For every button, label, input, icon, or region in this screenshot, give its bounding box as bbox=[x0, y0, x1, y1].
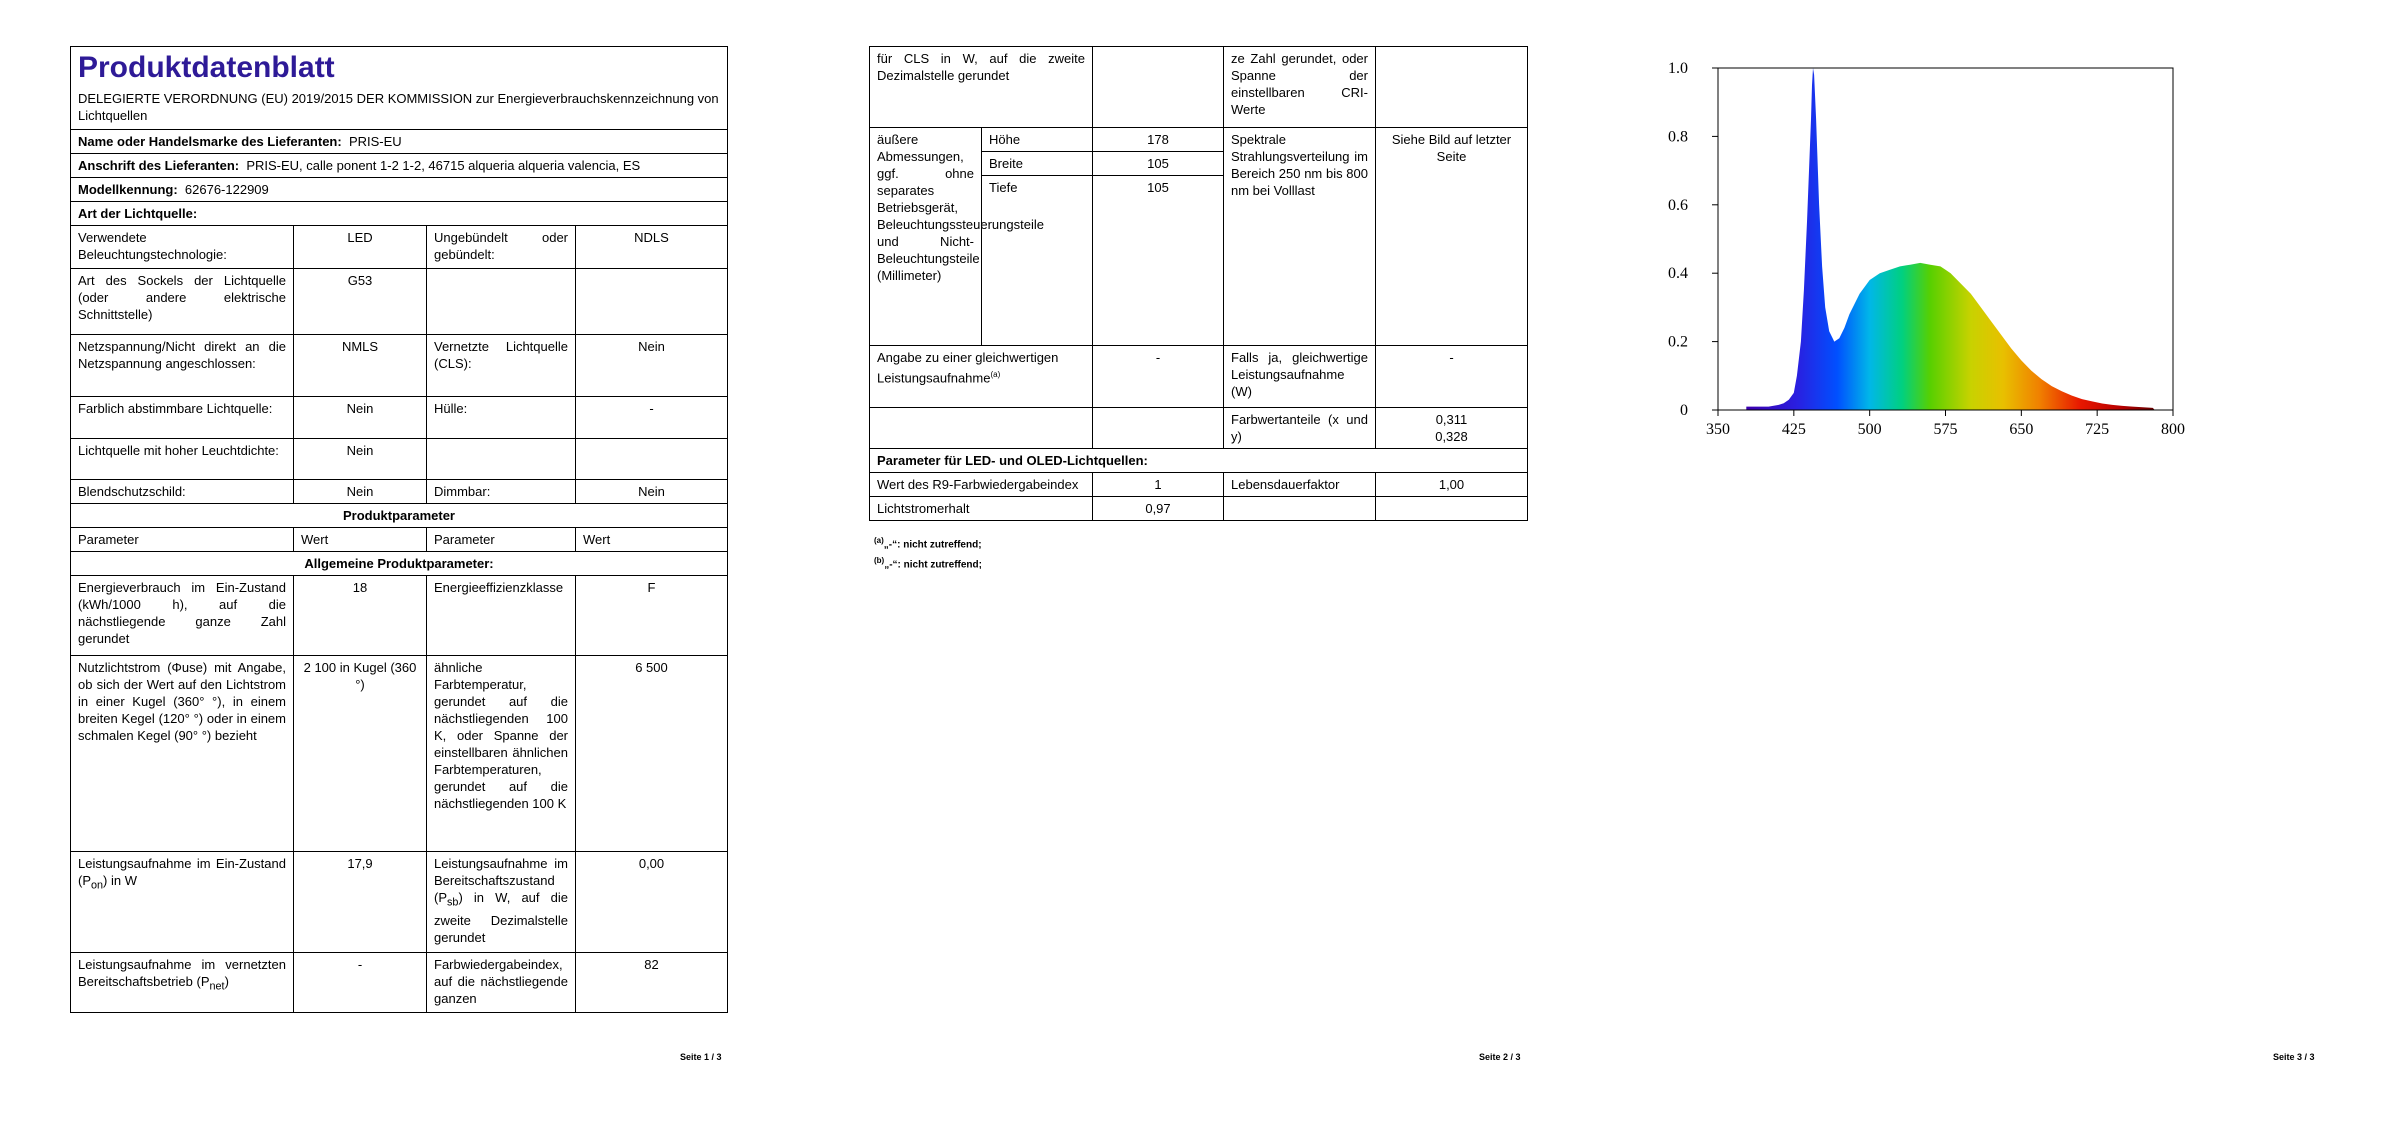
height-label: Höhe bbox=[982, 128, 1093, 152]
depth-label: Tiefe bbox=[982, 176, 1093, 346]
general-params-header: Allgemeine Produktparameter: bbox=[71, 552, 728, 576]
page-2 bbox=[794, 0, 1588, 1123]
flux-value: 2 100 in Kugel (360 °) bbox=[294, 656, 427, 852]
x-tick-label: 800 bbox=[2161, 421, 2185, 438]
y-tick-label: 0.2 bbox=[1668, 333, 1688, 351]
cri-label-continued: ze Zahl gerundet, oder Spanne der einstellbaren CRI-Werte bbox=[1224, 47, 1376, 128]
socket-value: G53 bbox=[294, 269, 427, 335]
equiv-label: Angabe zu einer gleichwertigen Leistungsaufnahme$^{(a)}$ bbox=[870, 346, 1093, 408]
mains-label: Netzspannung/Nicht direkt an die Netzspannung angeschlossen: bbox=[71, 335, 294, 397]
empty-cell bbox=[1093, 47, 1224, 128]
spd-label: Spektrale Strahlungsverteilung im Bereich 250 nm bis 800 nm bei Volllast bbox=[1224, 128, 1376, 346]
col-param-header: Parameter bbox=[427, 528, 576, 552]
x-tick-label: 650 bbox=[2009, 421, 2034, 438]
tech-value: LED bbox=[294, 226, 427, 269]
x-tick-label: 350 bbox=[1706, 421, 1730, 438]
tunable-label: Farblich abstimmbare Lichtquelle: bbox=[71, 397, 294, 439]
page-title: Produktdatenblatt bbox=[78, 51, 335, 84]
eff-class-label: Energieeffizienzklasse bbox=[427, 576, 576, 656]
survival-label: Lebensdauerfaktor bbox=[1224, 473, 1376, 497]
r9-value: 1 bbox=[1093, 473, 1224, 497]
model-row: Modellkennung: 62676-122909 bbox=[71, 178, 728, 202]
dimmable-label: Dimmbar: bbox=[427, 480, 576, 504]
empty-cell bbox=[870, 408, 1093, 449]
survival-value: 1,00 bbox=[1376, 473, 1528, 497]
product-params-header: Produktparameter bbox=[71, 504, 728, 528]
led-params-header: Parameter für LED- und OLED-Lichtquellen: bbox=[870, 449, 1528, 473]
col-param-header: Parameter bbox=[71, 528, 294, 552]
glare-value: Nein bbox=[294, 480, 427, 504]
cri-value: 82 bbox=[576, 953, 728, 1013]
page-1 bbox=[0, 0, 794, 1123]
light-source-type-header: Art der Lichtquelle: bbox=[71, 202, 728, 226]
mains-value: NMLS bbox=[294, 335, 427, 397]
flux-label: Nutzlichtstrom (Φuse) mit Angabe, ob sich der Wert auf den Lichtstrom in einer Kugel (360° °), in einem breiten Kegel (120° °) oder in einem schmalen Kegel (90° °) bezieht bbox=[71, 656, 294, 852]
x-tick-label: 425 bbox=[1781, 421, 1806, 438]
r9-label: Wert des R9-Farbwiedergabeindex bbox=[870, 473, 1093, 497]
page-number: Seite 2 / 3 bbox=[1479, 1052, 1521, 1062]
bundled-label: Ungebündelt oder gebündelt: bbox=[427, 226, 576, 269]
psb-value: 0,00 bbox=[576, 852, 728, 953]
footnote-b: $^{(b)}$„-“: nicht zutreffend; bbox=[874, 556, 982, 571]
supplier-name-row: Name oder Handelsmarke des Lieferanten: PRIS-EU bbox=[71, 130, 728, 154]
x-tick-label: 500 bbox=[1857, 421, 1882, 438]
page-number: Seite 1 / 3 bbox=[680, 1052, 722, 1062]
supplier-name: PRIS-EU bbox=[348, 134, 402, 149]
model-id: 62676-122909 bbox=[184, 182, 269, 197]
psb-label: Leistungsaufnahme im Bereitschaftszustand $(P_{sb})$ in W, auf die zweite Dezimalstelle gerundet bbox=[427, 852, 576, 953]
pnet-value: - bbox=[294, 953, 427, 1013]
page-3 bbox=[1588, 0, 2382, 1123]
envelope-label: Hülle: bbox=[427, 397, 576, 439]
product-datasheet-table-continued bbox=[869, 46, 1528, 521]
width-value: 105 bbox=[1093, 152, 1224, 176]
spectrum-area bbox=[1746, 68, 2155, 410]
hld-label: Lichtquelle mit hoher Leuchtdichte: bbox=[71, 439, 294, 480]
pon-value: 17,9 bbox=[294, 852, 427, 953]
x-tick-label: 725 bbox=[2085, 421, 2110, 438]
supplier-address-row: Anschrift des Lieferanten: PRIS-EU, calle ponent 1-2 1-2, 46715 alqueria alqueria valencia, ES bbox=[71, 154, 728, 178]
dimensions-label: äußere Abmessungen, ggf. ohne separates Betriebsgerät, Beleuchtungssteuerungsteile und Nicht-Beleuchtungsteile (Millimeter) bbox=[870, 128, 982, 346]
page-number: Seite 3 / 3 bbox=[2273, 1052, 2315, 1062]
equiv-power-label: Falls ja, gleichwertige Leistungsaufnahme (W) bbox=[1224, 346, 1376, 408]
regulation-text: DELEGIERTE VERORDNUNG (EU) 2019/2015 DER KOMMISSION zur Energieverbrauchskennzeichnung von Lichtquellen bbox=[78, 91, 719, 123]
pon-label: Leistungsaufnahme im Ein-Zustand $(P_{on})$ in W bbox=[71, 852, 294, 953]
energy-label: Energieverbrauch im Ein-Zustand (kWh/1000 h), auf die nächstliegende ganze Zahl gerundet bbox=[71, 576, 294, 656]
cls-value: Nein bbox=[576, 335, 728, 397]
empty-cell bbox=[1376, 47, 1528, 128]
equiv-value: - bbox=[1093, 346, 1224, 408]
empty-cell bbox=[576, 439, 728, 480]
empty-cell bbox=[576, 269, 728, 335]
lumen-maint-value: 0,97 bbox=[1093, 497, 1224, 521]
chroma-label: Farbwertanteile (x und y) bbox=[1224, 408, 1376, 449]
depth-value: 105 bbox=[1093, 176, 1224, 346]
width-label: Breite bbox=[982, 152, 1093, 176]
x-tick-label: 575 bbox=[1933, 421, 1958, 438]
equiv-power-value: - bbox=[1376, 346, 1528, 408]
empty-cell bbox=[427, 439, 576, 480]
bundled-value: NDLS bbox=[576, 226, 728, 269]
spd-value: Siehe Bild auf letzter Seite bbox=[1376, 128, 1528, 346]
socket-label: Art des Sockels der Lichtquelle (oder andere elektrische Schnittstelle) bbox=[71, 269, 294, 335]
energy-value: 18 bbox=[294, 576, 427, 656]
y-tick-label: 1.0 bbox=[1668, 60, 1688, 77]
cct-label: ähnliche Farbtemperatur, gerundet auf die nächstliegenden 100 K, oder Spanne der einstellbaren ähnlichen Farbtemperaturen, gerundet auf die nächstliegenden 100 K bbox=[427, 656, 576, 852]
lumen-maint-label: Lichtstromerhalt bbox=[870, 497, 1093, 521]
tech-label: Verwendete Beleuchtungstechnologie: bbox=[71, 226, 294, 269]
cls-label: Vernetzte Lichtquelle (CLS): bbox=[427, 335, 576, 397]
spectral-distribution-chart bbox=[1668, 40, 2228, 460]
pnet-label-continued: für CLS in W, auf die zweite Dezimalstelle gerundet bbox=[870, 47, 1093, 128]
pnet-label: Leistungsaufnahme im vernetzten Bereitschaftsbetrieb $(P_{net})$ bbox=[71, 953, 294, 1013]
empty-cell bbox=[427, 269, 576, 335]
tunable-value: Nein bbox=[294, 397, 427, 439]
glare-label: Blendschutzschild: bbox=[71, 480, 294, 504]
supplier-address: PRIS-EU, calle ponent 1-2 1-2, 46715 alqueria alqueria valencia, ES bbox=[246, 158, 641, 173]
empty-cell bbox=[1224, 497, 1376, 521]
y-tick-label: 0.4 bbox=[1668, 265, 1688, 283]
col-value-header: Wert bbox=[576, 528, 728, 552]
empty-cell bbox=[1376, 497, 1528, 521]
height-value: 178 bbox=[1093, 128, 1224, 152]
chroma-value: 0,311 0,328 bbox=[1376, 408, 1528, 449]
y-tick-label: 0 bbox=[1680, 402, 1688, 419]
col-value-header: Wert bbox=[294, 528, 427, 552]
cri-label: Farbwiedergabeindex, auf die nächstliegende ganzen bbox=[427, 953, 576, 1013]
hld-value: Nein bbox=[294, 439, 427, 480]
product-datasheet-table bbox=[70, 46, 728, 1013]
footnote-a: $^{(a)}$„-“: nicht zutreffend; bbox=[874, 536, 982, 551]
cct-value: 6 500 bbox=[576, 656, 728, 852]
envelope-value: - bbox=[576, 397, 728, 439]
empty-cell bbox=[1093, 408, 1224, 449]
eff-class-value: F bbox=[576, 576, 728, 656]
y-tick-label: 0.8 bbox=[1668, 128, 1688, 146]
dimmable-value: Nein bbox=[576, 480, 728, 504]
header-cell bbox=[71, 47, 728, 130]
y-tick-label: 0.6 bbox=[1668, 196, 1688, 214]
